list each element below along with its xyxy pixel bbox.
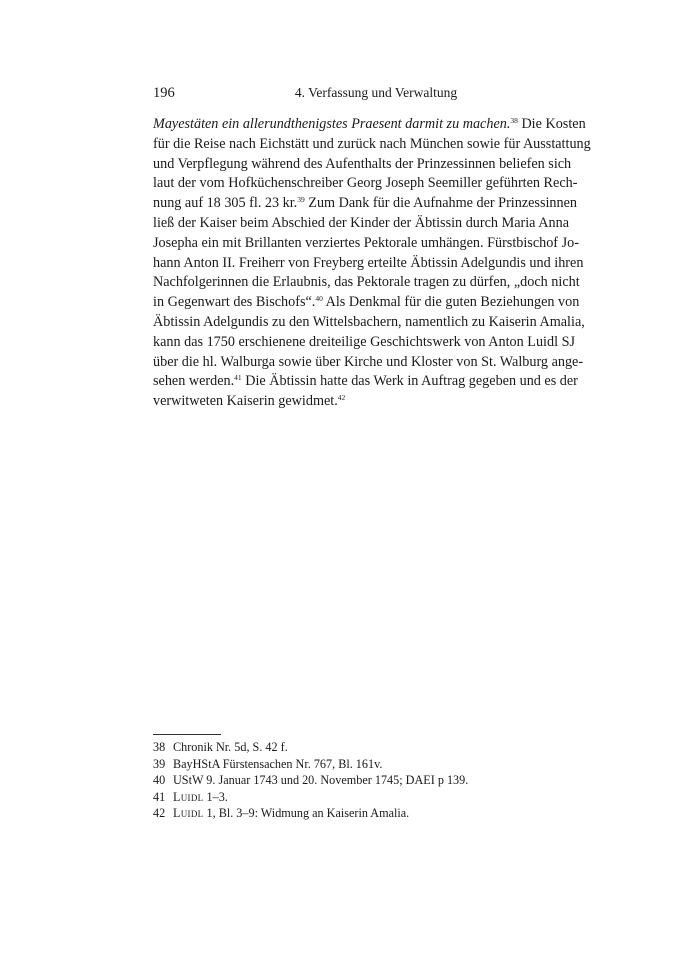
footnote bbox=[153, 739, 569, 756]
text-line: kann das 1750 erschienene dreiteilige Geschichtswerk von Anton Luidl SJ bbox=[153, 333, 575, 350]
text-line bbox=[153, 115, 586, 135]
footnote-ref: 41 bbox=[234, 373, 242, 383]
text-line bbox=[153, 372, 578, 392]
text-line: für die Reise nach Eichstätt und zurück nach München sowie für Ausstattung bbox=[153, 135, 591, 152]
footnotes bbox=[153, 739, 569, 822]
footnote-number: 39 bbox=[153, 756, 166, 771]
footnote-author: Luidl bbox=[173, 806, 204, 821]
text-line: und Verpflegung während des Aufenthalts der Prinzessinnen beliefen sich bbox=[153, 155, 572, 172]
text-line: hann Anton II. Freiherr von Freyberg erteilte Äbtissin Adelgundis und ihren bbox=[153, 254, 584, 271]
footnote-text: BayHStA Fürstensachen Nr. 767, Bl. 161v. bbox=[173, 756, 383, 771]
body-paragraph bbox=[153, 115, 591, 412]
page-header bbox=[153, 85, 569, 105]
footnote-number: 42 bbox=[153, 806, 166, 821]
footnote-author: Luidl bbox=[173, 789, 204, 804]
footnote-number: 40 bbox=[153, 773, 166, 788]
quoted-text: Mayestäten ein allerundthenigstes Praesent darmit zu machen. bbox=[153, 116, 511, 132]
text-line: Nachfolgerinnen die Erlaubnis, das Pektorale tragen zu dürfen, „doch nicht bbox=[153, 274, 580, 291]
text-span: Als Denkmal für die guten Beziehungen von bbox=[322, 294, 580, 311]
text-span: Zum Dank für die Aufnahme der Prinzessinnen bbox=[304, 195, 577, 212]
text-line: laut der vom Hofküchenschreiber Georg Joseph Seemiller geführten Rech- bbox=[153, 175, 578, 192]
footnote-ref: 39 bbox=[297, 195, 305, 205]
text-line: über die hl. Walburga sowie über Kirche und Kloster von St. Walburg ange- bbox=[153, 353, 584, 370]
footnote bbox=[153, 789, 569, 806]
footnote-ref: 40 bbox=[315, 294, 323, 304]
text-line: Josepha ein mit Brillanten verziertes Pektorale umhängen. Fürstbischof Jo- bbox=[153, 234, 579, 251]
footnote-text: 1–3. bbox=[203, 789, 228, 804]
text-line bbox=[153, 293, 580, 313]
footnote-ref: 38 bbox=[510, 116, 518, 125]
text-span: Die Kosten bbox=[517, 116, 586, 132]
text-span: sehen werden. bbox=[153, 373, 235, 390]
text-line bbox=[153, 392, 569, 412]
footnote bbox=[153, 805, 569, 822]
text-span: nung auf 18 305 fl. 23 kr. bbox=[153, 195, 298, 212]
page-number: 196 bbox=[153, 85, 175, 101]
running-head: 4. Verfassung und Verwaltung bbox=[294, 85, 458, 100]
text-line bbox=[153, 194, 577, 214]
footnote-number: 38 bbox=[153, 740, 166, 754]
footnote-text: Chronik Nr. 5d, S. 42 f. bbox=[173, 740, 288, 754]
text-span: in Gegenwart des Bischofs“. bbox=[153, 294, 316, 311]
footnote-ref: 42 bbox=[337, 393, 346, 403]
text-span: verwitweten Kaiserin gewidmet. bbox=[153, 393, 338, 410]
text-line: ließ der Kaiser beim Abschied der Kinder der Äbtissin durch Maria Anna bbox=[153, 214, 569, 231]
text-span: Die Äbtissin hatte das Werk in Auftrag gegeben und es der bbox=[241, 373, 578, 390]
footnote-text: UStW 9. Januar 1743 und 20. November 1745; DAEI p 139. bbox=[173, 773, 469, 788]
footnote-number: 41 bbox=[153, 789, 166, 804]
footnote bbox=[153, 756, 569, 773]
footnote-divider bbox=[153, 734, 221, 735]
text-line: Äbtissin Adelgundis zu den Wittelsbachern, namentlich zu Kaiserin Amalia, bbox=[153, 313, 585, 330]
footnote-text: 1, Bl. 3–9: Widmung an Kaiserin Amalia. bbox=[203, 806, 410, 821]
footnote bbox=[153, 772, 569, 789]
